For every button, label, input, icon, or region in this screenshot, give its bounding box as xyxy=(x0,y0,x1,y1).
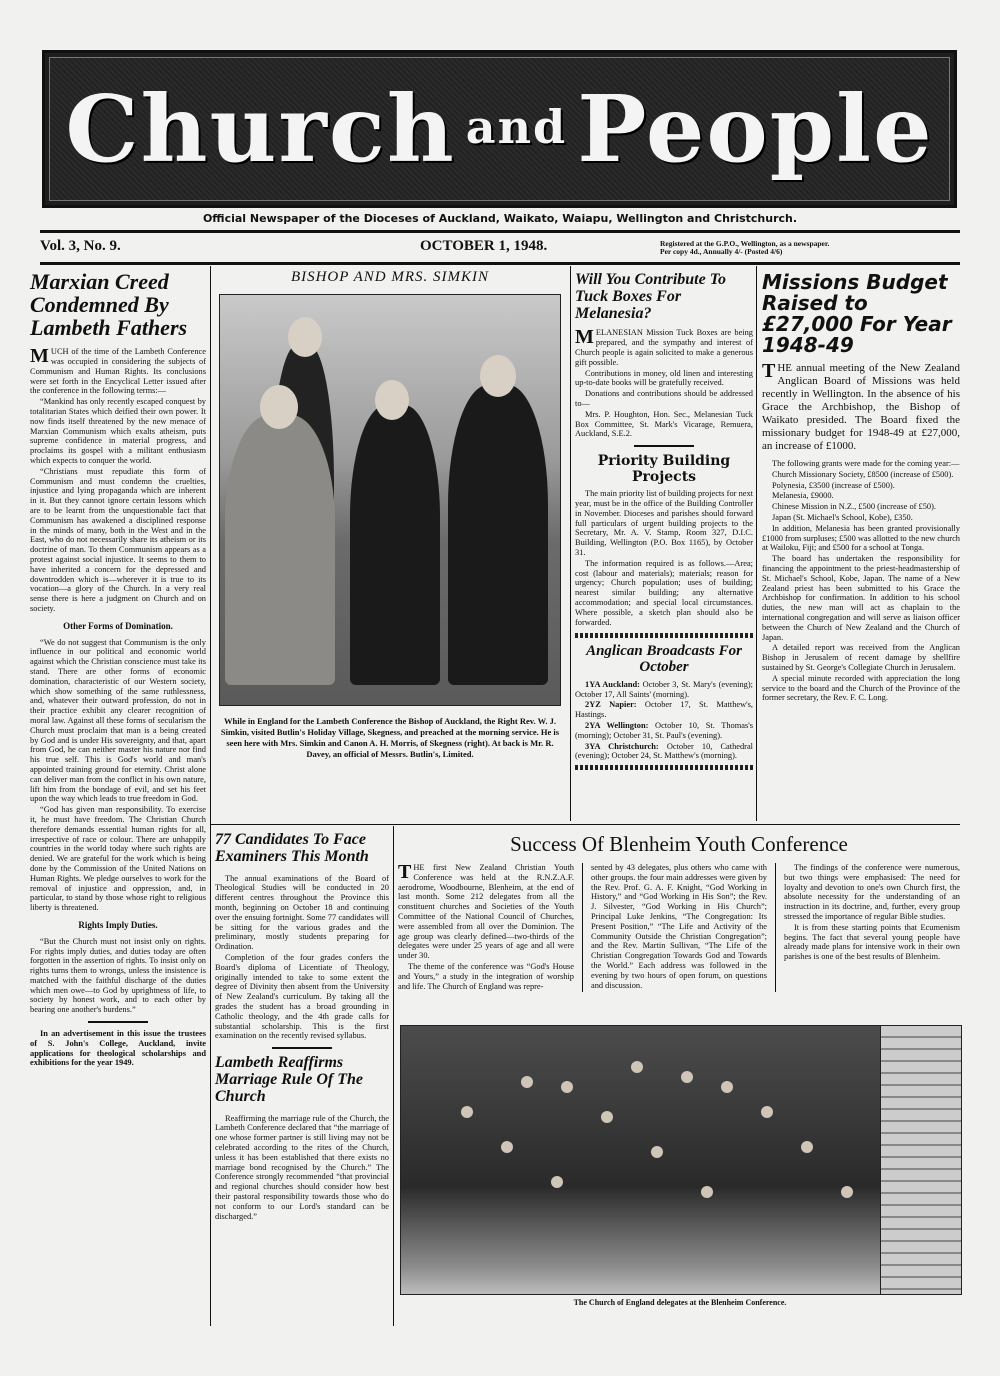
title-and: and xyxy=(465,100,568,154)
paragraph: The board has undertaken the responsibility for financing the appointment to the priest-headmastership of St. Michael's School, Kobe, Japan. The name of a New Zealand priest has been submitted to his Grace the Archbishop for confirmation. In addition to his school duties, the new man will act as chaplain to the international congregation and will serve as liaison officer between the Church of New Zealand and the Church of Japan. xyxy=(762,554,960,642)
photo-caption: The Church of England delegates at the Blenheim Conference. xyxy=(573,1298,787,1307)
photo-blenheim-delegates xyxy=(400,1025,882,1295)
paragraph: HE annual meeting of the New Zealand Anglican Board of Missions was held recently in Wellington. In the absence of his Grace the Archbishop, the Bishop of Waikato presided. The Board fixed the missionary budget for 1948-49 at £27,000, an increase of £1000. xyxy=(762,362,960,452)
schedule: October 3, St. Mary's (evening); October 17, All Saints' (morning). xyxy=(575,679,753,699)
grant-item: Church Missionary Society, £8500 (increase of £500). xyxy=(772,469,954,479)
paragraph: “Mankind has only recently escaped conquest by totalitarian States which deified their own power. It now finds itself threatened by the new menace of Marxian Communism which exalts atheism, puts supreme confidence in material progress, and proclaims its gospel with a militant enthusiasm which expects to conquer the world. xyxy=(30,397,206,466)
article-column xyxy=(591,863,767,992)
grant-item: Chinese Mission in N.Z., £500 (increase of £50). xyxy=(772,502,936,512)
column-rule xyxy=(756,266,757,821)
column-rule xyxy=(775,863,776,992)
person xyxy=(841,1186,853,1198)
article-marriage-body xyxy=(215,1114,389,1222)
paragraph: “But the Church must not insist only on rights. For rights imply duties, and duties today are often forgotten in the assertion of rights. To insist only on rights turns them to wrongs, unless the insistence is matched with the faithful discharge of the duties which men owe—to God by uprightness of life, to society by honest work, and to each other by bearing one another's burdens.” xyxy=(30,936,206,1015)
person xyxy=(651,1146,663,1158)
station: 2YA Wellington: xyxy=(585,721,649,730)
person xyxy=(601,1111,613,1123)
person xyxy=(681,1071,693,1083)
paragraph: A special minute recorded with appreciation the long service to the board and the Church of the Province of the former secretary, the Rev. F. C. Long. xyxy=(762,673,960,703)
schedule: October 10, Cathedral (evening); October 24, St. Matthew's (morning). xyxy=(575,741,753,761)
schedule: October 17, St. Matthew's, Hastings. xyxy=(575,700,754,720)
person xyxy=(801,1141,813,1153)
article-blenheim-conference xyxy=(398,832,960,992)
headline-marriage: Lambeth Reaffirms Marriage Rule Of The Church xyxy=(215,1054,363,1105)
person xyxy=(561,1081,573,1093)
dropcap: M xyxy=(30,345,49,368)
person xyxy=(721,1081,733,1093)
grant-item: Melanesia, £9000. xyxy=(772,491,834,501)
station: 2YZ Napier: xyxy=(585,700,637,710)
grant-item: Japan (St. Michael's School, Kobe), £350. xyxy=(772,512,913,522)
figure-bishop xyxy=(350,405,440,685)
paragraph: UCH of the time of the Lambeth Conference was occupied in considering the subjects of Communism and Human Rights. Its conclusions were set forth in the Encyclical Letter issued after the conference in the following terms:— xyxy=(30,347,206,396)
paragraph: The main priority list of building projects for next year, must be in the office of the Building Controller in November. Dioceses and parishes should forward full particulars of urgent building projects to the Secretary, Mr. A. V. Stamp, Room 327, D.I.C. Building, Wellington (P.O. Box 1165), by October 31. xyxy=(575,489,753,557)
photo-caption: While in England for the Lambeth Conference the Bishop of Auckland, the Right Rev. W. J. Simkin, visited Butlin's Holiday Village, Skegness, and preached at the morning service. He is seen here with Mrs. Simkin and Canon A. H. Morris, of Skegness (right). At back is Mr. R. Davey, an official of Messrs. Butlin's, Limited. xyxy=(220,715,560,759)
person xyxy=(551,1176,563,1188)
broadcast-item xyxy=(575,700,753,720)
paragraph: A detailed report was received from the Anglican Bishop in Jerusalem of recent damage by shellfire sustained by St. George's Collegiate Church in Jerusalem. xyxy=(762,643,960,672)
paragraph: It is from these starting points that Ecumenism begins. The fact that several young people have already made plans for intensive work in their own parishes is one of the best results of Blenheim. xyxy=(784,922,960,962)
registration-line-2: Per copy 4d., Annually 4/- (Posted 4/6) xyxy=(660,247,783,256)
person xyxy=(761,1106,773,1118)
section-divider xyxy=(634,445,694,447)
schedule: October 10, St. Thomas's (morning); October 31, St. Paul's (evening). xyxy=(575,721,754,740)
subheading: Rights Imply Duties. xyxy=(78,919,158,930)
section-divider xyxy=(272,1047,332,1049)
paragraph: HE first New Zealand Christian Youth Conference was held at the R.N.Z.A.F. aerodrome, Woodbourne, Blenheim, at the end of last month. Some 212 delegates from all the constituent churches and Societies of the Youth Committee of the National Council of Churches, were assembled from all over the Dominion. The age group was clearly defined—two-thirds of the delegates were under 25 years of age and all were under 30. xyxy=(398,863,574,961)
registration-line-1: Registered at the G.P.O., Wellington, as a newspaper. xyxy=(660,239,830,248)
head xyxy=(375,380,409,420)
paragraph: The annual examinations of the Board of Theological Studies will be conducted in 20 different centres throughout the Province this month, beginning on October 18 and continuing over the ensuing fortnight. Some 77 candidates will be sitting for the various grades and the preliminary, mostly students preparing for Ordination. xyxy=(215,873,389,952)
broadcast-item xyxy=(575,742,753,762)
broadcast-item xyxy=(575,721,753,741)
title-church: Church xyxy=(65,75,456,183)
article-missions-budget xyxy=(762,272,960,704)
paragraph: The information required is as follows.—Area; cost (labour and materials); materials; reason for urgency; Church population; uses of building; nearest similar building; any alternative accommodation; and special local circumstances. Where possible, a sketch plan should also be forwarded. xyxy=(575,558,753,627)
section-divider xyxy=(88,1021,148,1023)
article-column xyxy=(398,863,574,992)
paragraph: Mrs. P. Houghton, Hon. Sec., Melanesian Tuck Box Committee, St. Mark's Vicarage, Remuera, Auckland, S.E.2. xyxy=(575,409,753,439)
column-rule xyxy=(582,863,583,992)
figure-mrs-simkin xyxy=(225,415,335,685)
photo-bishop-simkin xyxy=(219,294,561,706)
registration-note xyxy=(660,240,960,256)
figure-canon-morris xyxy=(448,385,548,685)
divider-dateline xyxy=(40,262,960,265)
head xyxy=(260,385,298,429)
article-bishop-simkin xyxy=(214,270,566,760)
paragraph: Donations and contributions should be addressed to— xyxy=(575,389,753,408)
grant-item: Polynesia, £3500 (increase of £500). xyxy=(772,480,895,490)
ornamental-rule xyxy=(575,633,753,638)
article-marxian-creed xyxy=(30,270,206,1069)
ornamental-rule xyxy=(575,765,753,770)
divider-mid xyxy=(210,824,960,825)
article-tuck-boxes xyxy=(575,272,753,770)
headline-broadcasts: Anglican Broadcasts For October xyxy=(586,643,742,676)
masthead-subtitle: Official Newspaper of the Dioceses of Auckland, Waikato, Waiapu, Wellington and Christchurch. xyxy=(202,212,798,225)
article-priority-body xyxy=(575,489,753,627)
headline: Success Of Blenheim Youth Conference xyxy=(510,832,848,856)
person xyxy=(701,1186,713,1198)
paragraph: Completion of the four grades confers the Board's diploma of Licentiate of Theology, originally intended to take to some extent the degree of Divinity then absent from the University of New Zealand's curriculum. By taking all the grades the student has a broad grounding in Catholic theology, and the 4th grade calls for substantial scholarship. This is the first examination on the recently revised syllabus. xyxy=(215,952,389,1041)
dropcap: T xyxy=(398,861,412,883)
photo-weatherboard-wall xyxy=(880,1025,962,1295)
dropcap: M xyxy=(575,326,594,349)
person xyxy=(501,1141,513,1153)
article-column xyxy=(784,863,960,992)
broadcast-list xyxy=(575,680,753,761)
headline-priority: Priority Building Projects xyxy=(597,453,731,486)
headline: Marxian Creed Condemned By Lambeth Fathers xyxy=(30,269,188,341)
headline: 77 Candidates To Face Examiners This Month xyxy=(215,831,369,865)
paragraph: ELANESIAN Mission Tuck Boxes are being prepared, and the sympathy and interest of Church people is again solicited to make a generous gift possible. xyxy=(575,328,753,367)
paragraph: “We do not suggest that Communism is the only influence in our political and economic world against which the Christian conscience must take its stand. There are other forms of economic domination, characteristic of our Western society, which show something of the same ruthlessness, and, whatever their outward profession, do not in their practice exhibit any clearer recognition of moral law. Against all these forms of secularism the Church must proclaim that man is a being created by God and is under His sovereignty, and that, apart from God, he can neither master his nature nor find his true self. This is God's world and man's appointed training ground for eternity. Christ alone can deliver man from the conflict in his own nature, lift him from the bondage of evil, and set his feet upon the way which leads to true freedom in God. xyxy=(30,637,206,804)
paragraph: “God has given man responsibility. To exercise it, he must have freedom. The Christian Church therefore demands essential human rights for all, irrespective of race or colour. There are unhappily countries in the world today where such rights are denied. We are grateful for the work which is being done by the Commission of the United Nations on Human Rights. We pledge ourselves to work for the removal of injustice and oppression, and, in particular, to stand by those whose right to religious liberty is threatened. xyxy=(30,805,206,913)
article-body xyxy=(762,459,960,703)
person xyxy=(521,1076,533,1088)
notice: In an advertisement in this issue the trustees of S. John's College, Auckland, invite applications for theological scholarships and exhibitions for the year 1949. xyxy=(30,1029,206,1068)
station: 1YA Auckland: xyxy=(585,679,640,689)
column-rule xyxy=(210,266,211,1326)
masthead xyxy=(42,50,957,208)
divider-top xyxy=(40,230,960,233)
volume-number: Vol. 3, No. 9. xyxy=(40,238,121,254)
headline: Will You Contribute To Tuck Boxes For Melanesia? xyxy=(575,271,727,322)
paragraph: Contributions in money, old linen and interesting up-to-date books will be gratefully received. xyxy=(575,368,753,388)
head xyxy=(288,317,322,357)
subheading: Other Forms of Domination. xyxy=(63,620,173,631)
lead-paragraph xyxy=(762,362,960,453)
paragraph: The theme of the conference was “God's House and Yours,” a study in the integration of worship and life. The Church of England was repre- xyxy=(398,961,574,991)
title-people: People xyxy=(577,75,934,183)
paragraph: Reaffirming the marriage rule of the Church, the Lambeth Conference declared that “the marriage of one whose former partner is still living may not be celebrated according to the rites of the Church, unless it has been established that there exists no marriage bond recognised by the Church.” The Conference strongly recommended “that provincial and regional churches should consider how best their pastoral responsibility towards those who do not conform to our Lord's standard can be discharged.” xyxy=(215,1113,389,1221)
broadcast-item xyxy=(575,680,753,700)
paragraph: The following grants were made for the coming year:— xyxy=(772,459,960,468)
article-body xyxy=(30,347,206,1068)
dropcap: T xyxy=(762,360,776,382)
paragraph: The findings of the conference were numerous, but two things were emphasised: The need for loyalty and devotion to one's own Church first, the absolute necessity for the understanding of an instruction in its doctrine, and, further, every group stressed the importance of regular Bible studies. xyxy=(784,863,960,921)
paragraph: “Christians must repudiate this form of Communism and must condemn the cruelties, injustice and lying propaganda which are inherent in it. But they cannot ignore certain lessons which are to be learnt from the unquestionable fact that Communism has awakened a disciplined response in the minds of many, both in the West and in the East, who do not necessarily share its atheism or its doctrine of man. To them Communism appears as a protest against social injustice. It seems to them to have inherited a concern for the depressed and downtrodden which is—wherever it is true to its vocation—a glory of the Church. In a very real sense there is here a judgment on Church and on society. xyxy=(30,466,206,613)
newspaper-title xyxy=(45,75,954,183)
paragraph: In addition, Melanesia has been granted provisionally £1000 from surpluses; £500 was allotted to the new church at Wailoku, Fiji; and £500 for a school at Tonga. xyxy=(762,523,960,553)
head xyxy=(480,355,516,397)
person xyxy=(631,1061,643,1073)
article-body xyxy=(215,874,389,1042)
article-columns xyxy=(398,863,960,992)
issue-date: OCTOBER 1, 1948. xyxy=(420,238,548,254)
person xyxy=(461,1106,473,1118)
article-body xyxy=(575,328,753,439)
headline: Missions Budget Raised to £27,000 For Year 1948-49 xyxy=(762,270,952,357)
column-rule xyxy=(393,826,394,1326)
headline: BISHOP AND MRS. SIMKIN xyxy=(290,269,490,285)
column-rule xyxy=(570,266,571,821)
paragraph: sented by 43 delegates, plus others who came with other groups. the four main addresses were given by the Rev. Prof. G. A. F. Knight, “God Working in History,” and “God Working in His Son”; the Rev. J. Silvester, “God Working in His Church”; Principal Luke Jenkins, “The Congregation: Its Present Position,” “The Life and Activity of the Community Outside the Christian Congregation”; and the Rev. Martin Sullivan, “The Life of the Christian Congregation Towards God and Towards the World.” Each address was followed in the evening by two hours of open forum, on questions and discussion. xyxy=(591,863,767,990)
station: 3YA Christchurch: xyxy=(585,741,659,751)
article-77-candidates xyxy=(215,832,389,1222)
